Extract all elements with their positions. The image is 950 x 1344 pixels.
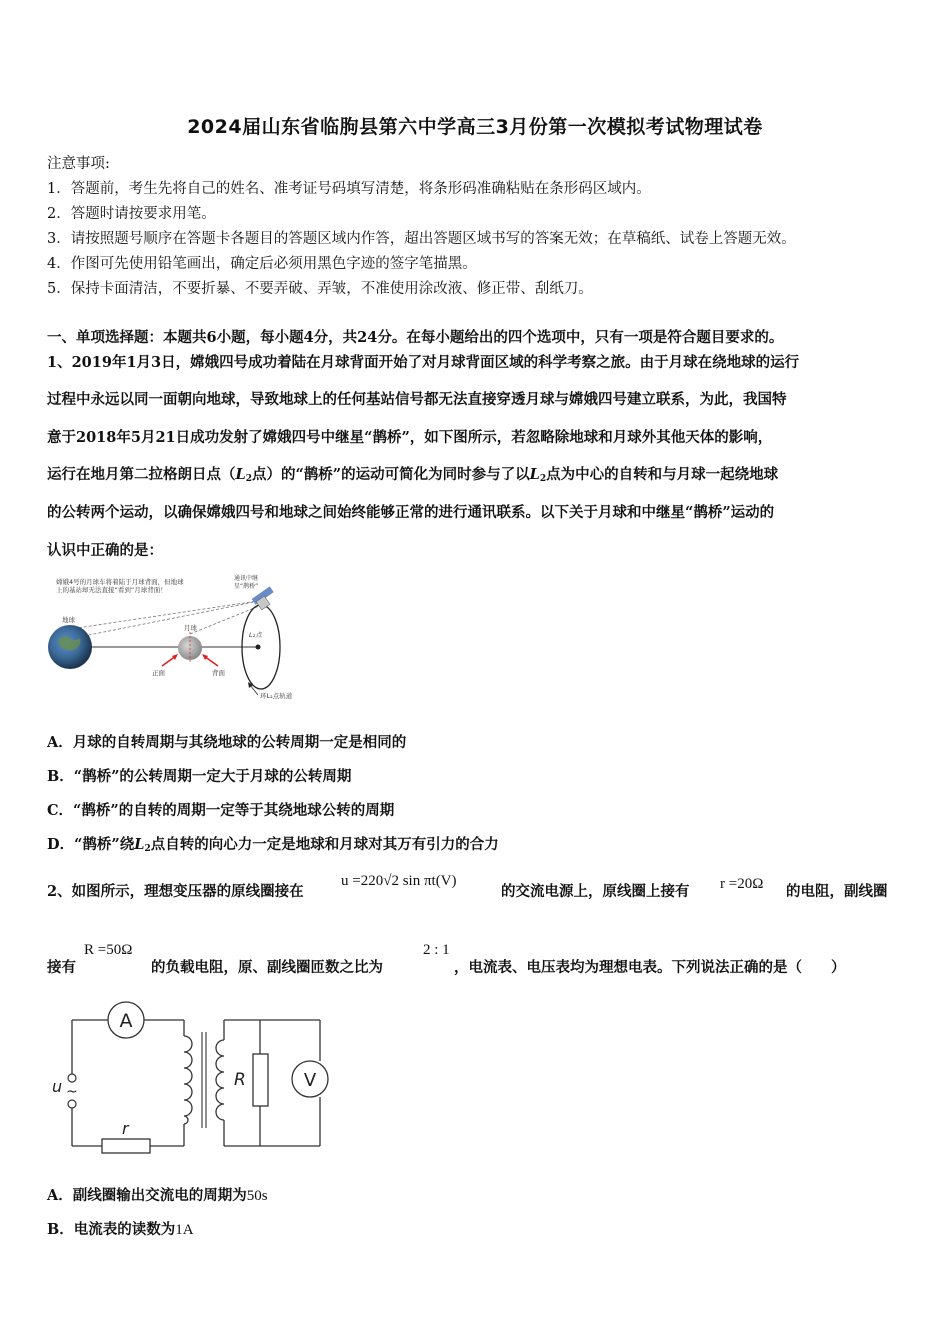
source-terminal (68, 1074, 76, 1082)
moon-label: 月球 (184, 624, 197, 632)
orbit-label: 环L₂点轨道 (260, 692, 293, 700)
earth-moon-relay-figure (44, 570, 314, 705)
l2-subscript: 2 (245, 474, 252, 484)
source-label: u (52, 1077, 63, 1096)
voltmeter-label: V (303, 1070, 317, 1091)
notice-item: 4．作图可先使用铅笔画出，确定后必须用黑色字迹的签字笔描黑。 (47, 256, 477, 272)
section-heading: 一、单项选择题：本题共6小题，每小题4分，共24分。在每小题给出的四个选项中，只有一项是符合题目要求的。 (47, 329, 784, 346)
figure-note: 嫦娥4号的月球车将着陆于月球背面，但地球 (56, 578, 184, 586)
q1-line: 认识中正确的是： (47, 542, 163, 559)
q1-line: 的公转两个运动，以确保嫦娥四号和地球之间始终能够正常的进行通讯联系。以下关于月球和中继星“鹊桥”运动的 (47, 504, 775, 521)
transformer-circuit-figure (44, 996, 334, 1156)
q1-line4-part3: 点为中心的自转和与月球一起绕地球 (546, 466, 779, 483)
q2-line2-text3: ，电流表、电压表均为理想电表。下列说法正确的是（ ） (454, 959, 846, 976)
resistor-r-label: r (122, 1119, 129, 1138)
notice-heading: 注意事项: (47, 156, 110, 172)
l2-label: L₂点 (249, 631, 262, 639)
resistor-R-icon (253, 1054, 268, 1106)
resistor-r-icon (102, 1139, 150, 1153)
front-label: 正面 (152, 669, 165, 677)
signal-line (64, 600, 264, 630)
option-d (47, 833, 499, 854)
q1-line: 意于2018年5月21日成功发射了嫦娥四号中继星“鹊桥”，如下图所示，若忽略除地球和月球外其他天体的影响， (47, 429, 773, 446)
figure-note: 上的基站却无法直接“看到”月球背面！ (56, 586, 167, 594)
q2-option-a (47, 1184, 268, 1205)
ac-symbol: ~ (66, 1084, 78, 1100)
q1-line4-part2: 点）的“鹊桥”的运动可简化为同时参与了以 (251, 466, 530, 483)
option-d-part1: D．“鹊桥”绕 (47, 836, 135, 853)
option-d-part2: 点自转的向心力一定是地球和月球对其万有引力的合力 (150, 836, 499, 853)
q1-line: 过程中永远以同一面朝向地球，导致地球上的任何基站信号都无法直接穿透月球与嫦娥四号建立联系，为此，我国特 (47, 391, 787, 408)
l2-symbol: L (235, 466, 246, 483)
notice-item: 3．请按照题号顺序在答题卡各题目的答题区域内作答，超出答题区域书写的答案无效；在草稿纸、试卷上答题无效。 (47, 231, 796, 247)
earth-label: 地球 (62, 616, 75, 624)
q1-line: 1、2019年1月3日，嫦娥四号成功着陆在月球背面开始了对月球背面区域的科学考察之旅。由于月球在绕地球的运行 (47, 354, 800, 371)
signal-line (64, 600, 264, 640)
l2-symbol: L (529, 466, 540, 483)
q2-option-b-value: 1A (175, 1222, 194, 1238)
q2-line2-text2: 的负载电阻，原、副线圈匝数之比为 (151, 959, 383, 976)
q2-line1-text2: 的交流电源上，原线圈上接有 (501, 883, 690, 900)
notice-item: 1．答题前，考生先将自己的姓名、准考证号码填写清楚，将条形码准确粘贴在条形码区域内。 (47, 181, 651, 197)
formula-R: R =50Ω (84, 942, 133, 958)
q2-line1-text1: 2、如图所示，理想变压器的原线圈接在 (47, 883, 304, 900)
notice-item: 5．保持卡面清洁，不要折暴、不要弄破、弄皱，不准使用涂改液、修正带、刮纸刀。 (47, 281, 593, 297)
q1-line-l2 (47, 463, 778, 484)
q2-option-a-text: A．副线圈输出交流电的周期为 (47, 1187, 247, 1204)
page-title: 2024届山东省临朐县第六中学高三3月份第一次模拟考试物理试卷 (187, 116, 763, 138)
option-a: A．月球的自转周期与其绕地球的公转周期一定是相同的 (47, 734, 407, 751)
notice-item: 2．答题时请按要求用笔。 (47, 206, 216, 222)
l2-point (256, 645, 261, 650)
q2-option-b-text: B．电流表的读数为 (47, 1221, 176, 1238)
q2-line1-text3: 的电阻，副线圈 (786, 883, 888, 900)
formula-r: r =20Ω (720, 876, 764, 892)
l2-subscript: 2 (539, 474, 547, 484)
resistor-R-label: R (234, 1070, 246, 1090)
q1-line4-part1: 运行在地月第二拉格朗日点（ (47, 466, 236, 483)
q2-option-b (47, 1218, 194, 1239)
formula-ratio: 2 : 1 (423, 942, 450, 958)
relay-label: 通讯中继 (234, 575, 259, 582)
formula-u: u =220√2 sin πt(V) (341, 873, 457, 889)
source-terminal (68, 1100, 76, 1108)
l2-symbol: L (134, 836, 145, 853)
ammeter-label: A (119, 1010, 133, 1032)
q2-line2-text1: 接有 (47, 959, 76, 976)
option-c: C．“鹊桥”的自转的周期一定等于其绕地球公转的周期 (47, 802, 395, 819)
relay-label: 星“鹊桥” (234, 583, 259, 590)
option-b: B．“鹊桥”的公转周期一定大于月球的公转周期 (47, 768, 352, 785)
q2-option-a-value: 50s (246, 1188, 268, 1204)
back-label: 背面 (212, 669, 225, 677)
l2-subscript: 2 (144, 844, 151, 854)
